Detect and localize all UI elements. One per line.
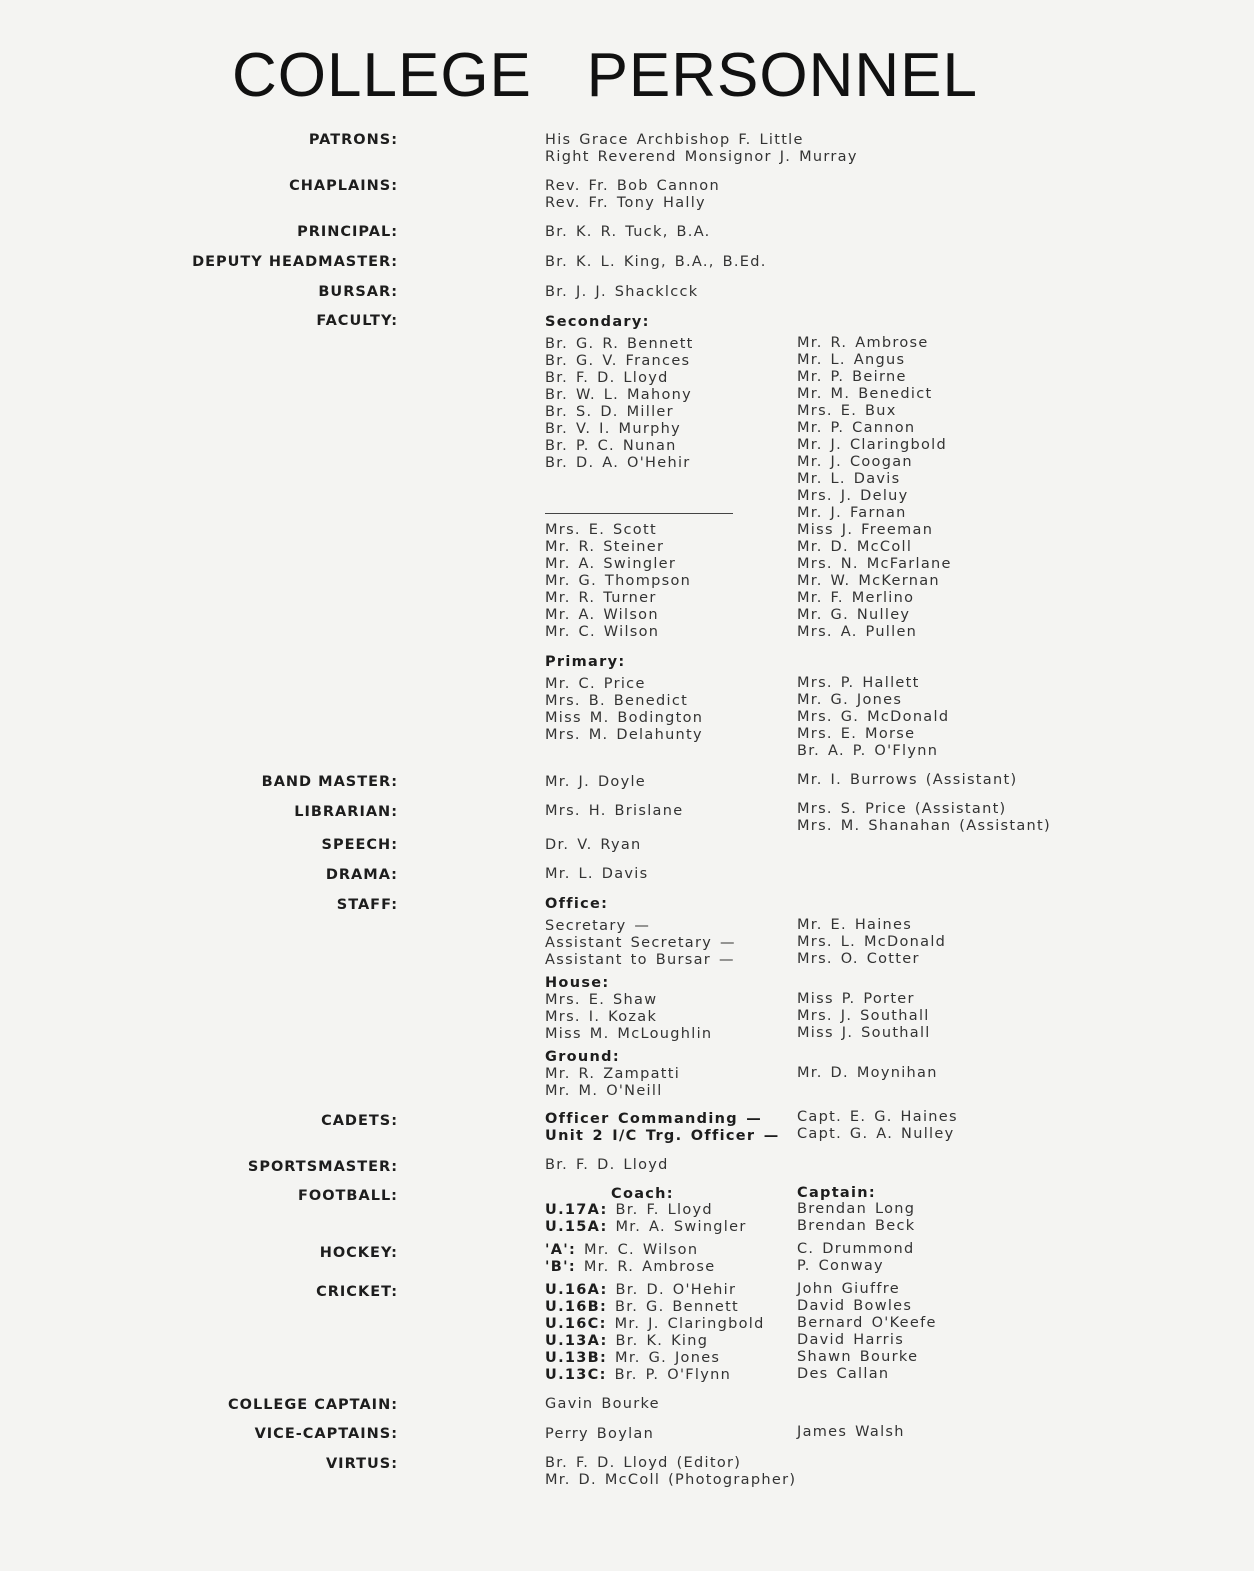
- list-item: Br. P. C. Nunan: [545, 438, 677, 454]
- list-item: Miss J. Freeman: [797, 522, 934, 538]
- bursar-name: Br. J. J. Shacklcck: [545, 284, 699, 300]
- table-row: [545, 1367, 765, 1384]
- cricket-captains: [797, 1281, 937, 1383]
- list-item: Mr. G. Thompson: [545, 573, 692, 589]
- list-item: Mr. L. Davis: [797, 471, 901, 487]
- football-label: FOOTBALL:: [297, 1188, 398, 1204]
- list-item: Assistant to Bursar —: [545, 952, 735, 968]
- librarian-label: LIBRARIAN:: [294, 804, 398, 820]
- table-row: [545, 1259, 715, 1276]
- list-item: Mrs. M. Shanahan (Assistant): [797, 818, 1051, 834]
- deputy-label: DEPUTY HEADMASTER:: [192, 254, 398, 270]
- librarian-name: Mrs. H. Brislane: [545, 803, 684, 819]
- coach-name: Br. P. O'Flynn: [614, 1367, 732, 1383]
- list-item: Mr. J. Claringbold: [797, 437, 947, 453]
- list-item: Brendan Beck: [797, 1218, 916, 1234]
- table-row: [545, 1350, 765, 1367]
- list-item: Mrs. O. Cotter: [797, 951, 920, 967]
- list-item: Mrs. J. Southall: [797, 1008, 930, 1024]
- cricket-label: CRICKET:: [316, 1284, 398, 1300]
- list-item: Shawn Bourke: [797, 1349, 919, 1365]
- list-item: Mr. E. Haines: [797, 917, 913, 933]
- list-item: Mrs. N. McFarlane: [797, 556, 952, 572]
- list-item: Miss P. Porter: [797, 991, 915, 1007]
- list-item: David Harris: [797, 1332, 905, 1348]
- primary-list-left: [545, 676, 703, 744]
- list-item: Capt. E. G. Haines: [797, 1109, 958, 1125]
- list-item: Br. S. D. Miller: [545, 404, 674, 420]
- list-item: Mrs. M. Delahunty: [545, 727, 703, 743]
- list-item: Rev. Fr. Bob Cannon: [545, 178, 720, 194]
- list-item: Mr. P. Cannon: [797, 420, 916, 436]
- sportsmaster-name: Br. F. D. Lloyd: [545, 1157, 669, 1173]
- list-item: Brendan Long: [797, 1201, 916, 1217]
- staff-label: STAFF:: [336, 897, 398, 913]
- office-names: [797, 917, 946, 968]
- list-item: Mr. W. McKernan: [797, 573, 940, 589]
- list-item: Mrs. E. Bux: [797, 403, 897, 419]
- sportsmaster-label: SPORTSMASTER:: [247, 1159, 398, 1175]
- team-label: 'A':: [545, 1242, 577, 1258]
- list-item: Miss J. Southall: [797, 1025, 931, 1041]
- list-item: Mr. P. Beirne: [797, 369, 907, 385]
- list-item: Miss M. McLoughlin: [545, 1026, 713, 1042]
- vice-captain-name: James Walsh: [797, 1424, 905, 1440]
- coach-name: Mr. J. Claringbold: [614, 1316, 765, 1332]
- house-list-right: [797, 991, 931, 1042]
- list-item: David Bowles: [797, 1298, 913, 1314]
- list-item: Br. G. V. Frances: [545, 353, 691, 369]
- list-item: Mr. R. Steiner: [545, 539, 665, 555]
- list-item: Mrs. I. Kozak: [545, 1009, 658, 1025]
- hockey-label: HOCKEY:: [319, 1245, 398, 1261]
- table-row: [545, 1299, 765, 1316]
- list-item: Mrs. E. Scott: [545, 522, 657, 538]
- list-item: Mrs. S. Price (Assistant): [797, 801, 1007, 817]
- list-item: Mrs. G. McDonald: [797, 709, 950, 725]
- team-label: U.16B:: [545, 1299, 608, 1315]
- band-master-assistant: Mr. I. Burrows (Assistant): [797, 772, 1018, 788]
- table-row: [545, 1316, 765, 1333]
- band-master-label: BAND MASTER:: [261, 774, 398, 790]
- list-item: Mr. J. Coogan: [797, 454, 913, 470]
- college-captain-label: COLLEGE CAPTAIN:: [227, 1397, 398, 1413]
- secondary-heading: Secondary:: [545, 314, 650, 330]
- table-row: [545, 1242, 715, 1259]
- virtus-label: VIRTUS:: [325, 1456, 398, 1472]
- list-item: Des Callan: [797, 1366, 890, 1382]
- team-label: U.15A:: [545, 1219, 608, 1235]
- primary-heading: Primary:: [545, 654, 626, 670]
- list-item: Mrs. B. Benedict: [545, 693, 689, 709]
- football-captains: [797, 1201, 915, 1235]
- speech-label: SPEECH:: [321, 837, 398, 853]
- team-label: U.13C:: [545, 1367, 607, 1383]
- list-item: Mr. L. Angus: [797, 352, 906, 368]
- captain-heading: Captain:: [797, 1185, 877, 1201]
- patrons-label: PATRONS:: [308, 132, 398, 148]
- office-roles: [545, 918, 736, 969]
- deputy-name: Br. K. L. King, B.A., B.Ed.: [545, 254, 767, 270]
- coach-name: Br. G. Bennett: [615, 1299, 740, 1315]
- secondary-list-right: [797, 335, 952, 641]
- list-item: Mrs. J. Deluy: [797, 488, 909, 504]
- page-title: COLLEGE PERSONNEL: [232, 41, 979, 110]
- office-heading: Office:: [545, 896, 609, 912]
- team-label: U.13A:: [545, 1333, 608, 1349]
- list-item: Mr. R. Zampatti: [545, 1066, 681, 1082]
- cadets-roles: [545, 1111, 780, 1145]
- list-item: Bernard O'Keefe: [797, 1315, 937, 1331]
- divider: [545, 513, 733, 514]
- list-item: Capt. G. A. Nulley: [797, 1126, 955, 1142]
- band-master-name: Mr. J. Doyle: [545, 774, 647, 790]
- list-item: Mr. R. Turner: [545, 590, 657, 606]
- ground-list-left: [545, 1066, 680, 1100]
- list-item: Mr. G. Jones: [797, 692, 903, 708]
- list-item: Mr. C. Price: [545, 676, 646, 692]
- list-item: Mr. A. Swingler: [545, 556, 677, 572]
- ground-right: Mr. D. Moynihan: [797, 1065, 938, 1081]
- list-item: Mr. G. Nulley: [797, 607, 911, 623]
- list-item: Mr. M. O'Neill: [545, 1083, 663, 1099]
- list-item: Br. V. I. Murphy: [545, 421, 681, 437]
- coach-name: Mr. A. Swingler: [615, 1219, 747, 1235]
- football-teams: [545, 1202, 747, 1236]
- librarian-assistants: [797, 801, 1051, 835]
- coach-name: Br. K. King: [615, 1333, 709, 1349]
- ground-heading: Ground:: [545, 1049, 620, 1065]
- list-item: Mrs. E. Morse: [797, 726, 916, 742]
- list-item: His Grace Archbishop F. Little: [545, 132, 804, 148]
- drama-label: DRAMA:: [325, 867, 398, 883]
- college-captain-name: Gavin Bourke: [545, 1396, 660, 1412]
- list-item: Br. F. D. Lloyd (Editor): [545, 1455, 742, 1471]
- coach-name: Mr. C. Wilson: [584, 1242, 699, 1258]
- vice-captains-label: VICE-CAPTAINS:: [254, 1426, 398, 1442]
- list-item: Br. G. R. Bennett: [545, 336, 694, 352]
- team-label: U.16C:: [545, 1316, 607, 1332]
- coach-name: Br. F. Lloyd: [615, 1202, 713, 1218]
- list-item: Mrs. A. Pullen: [797, 624, 918, 640]
- cadets-label: CADETS:: [321, 1113, 398, 1129]
- cricket-teams: [545, 1282, 765, 1384]
- list-item: Br. F. D. Lloyd: [545, 370, 669, 386]
- list-item: P. Conway: [797, 1258, 884, 1274]
- house-list-left: [545, 992, 712, 1043]
- principal-name: Br. K. R. Tuck, B.A.: [545, 224, 711, 240]
- hockey-captains: [797, 1241, 914, 1275]
- primary-list-right: [797, 675, 949, 760]
- team-label: U.17A:: [545, 1202, 608, 1218]
- list-item: Mr. J. Farnan: [797, 505, 907, 521]
- list-item: Assistant Secretary —: [545, 935, 736, 951]
- list-item: Br. D. A. O'Hehir: [545, 455, 691, 471]
- list-item: Mr. A. Wilson: [545, 607, 659, 623]
- drama-name: Mr. L. Davis: [545, 866, 649, 882]
- coach-name: Br. D. O'Hehir: [615, 1282, 737, 1298]
- list-item: Miss M. Bodington: [545, 710, 704, 726]
- principal-label: PRINCIPAL:: [297, 224, 398, 240]
- list-item: Br. A. P. O'Flynn: [797, 743, 939, 759]
- list-item: Mr. F. Merlino: [797, 590, 915, 606]
- bursar-label: BURSAR:: [318, 284, 398, 300]
- speech-name: Dr. V. Ryan: [545, 837, 642, 853]
- list-item: Rev. Fr. Tony Hally: [545, 195, 706, 211]
- table-row: [545, 1333, 765, 1350]
- list-item: Unit 2 I/C Trg. Officer —: [545, 1128, 780, 1144]
- chaplains-list: [545, 178, 720, 212]
- coach-name: Mr. G. Jones: [615, 1350, 721, 1366]
- hockey-teams: [545, 1242, 715, 1276]
- secondary-list-left-b: [545, 522, 691, 641]
- cadets-names: [797, 1109, 958, 1143]
- list-item: Mr. D. McColl: [797, 539, 913, 555]
- coach-heading: Coach:: [611, 1186, 674, 1202]
- patrons-list: [545, 132, 858, 166]
- coach-name: Mr. R. Ambrose: [583, 1259, 716, 1275]
- team-label: 'B':: [545, 1259, 576, 1275]
- list-item: Mr. D. McColl (Photographer): [545, 1472, 797, 1488]
- team-label: U.16A:: [545, 1282, 608, 1298]
- list-item: Br. W. L. Mahony: [545, 387, 693, 403]
- list-item: John Giuffre: [797, 1281, 900, 1297]
- list-item: Officer Commanding —: [545, 1111, 763, 1127]
- chaplains-label: CHAPLAINS:: [289, 178, 398, 194]
- vice-captain-name: Perry Boylan: [545, 1426, 655, 1442]
- team-label: U.13B:: [545, 1350, 608, 1366]
- list-item: Mr. M. Benedict: [797, 386, 933, 402]
- virtus-list: [545, 1455, 796, 1489]
- list-item: Mr. C. Wilson: [545, 624, 660, 640]
- table-row: [545, 1219, 747, 1236]
- table-row: [545, 1202, 747, 1219]
- list-item: Mrs. E. Shaw: [545, 992, 658, 1008]
- list-item: Secretary —: [545, 918, 651, 934]
- list-item: Mrs. P. Hallett: [797, 675, 920, 691]
- faculty-label: FACULTY:: [316, 313, 398, 329]
- list-item: Mrs. L. McDonald: [797, 934, 947, 950]
- list-item: C. Drummond: [797, 1241, 915, 1257]
- table-row: [545, 1282, 765, 1299]
- list-item: Right Reverend Monsignor J. Murray: [545, 149, 858, 165]
- house-heading: House:: [545, 975, 610, 991]
- list-item: Mr. R. Ambrose: [797, 335, 929, 351]
- secondary-list-left-a: [545, 336, 694, 472]
